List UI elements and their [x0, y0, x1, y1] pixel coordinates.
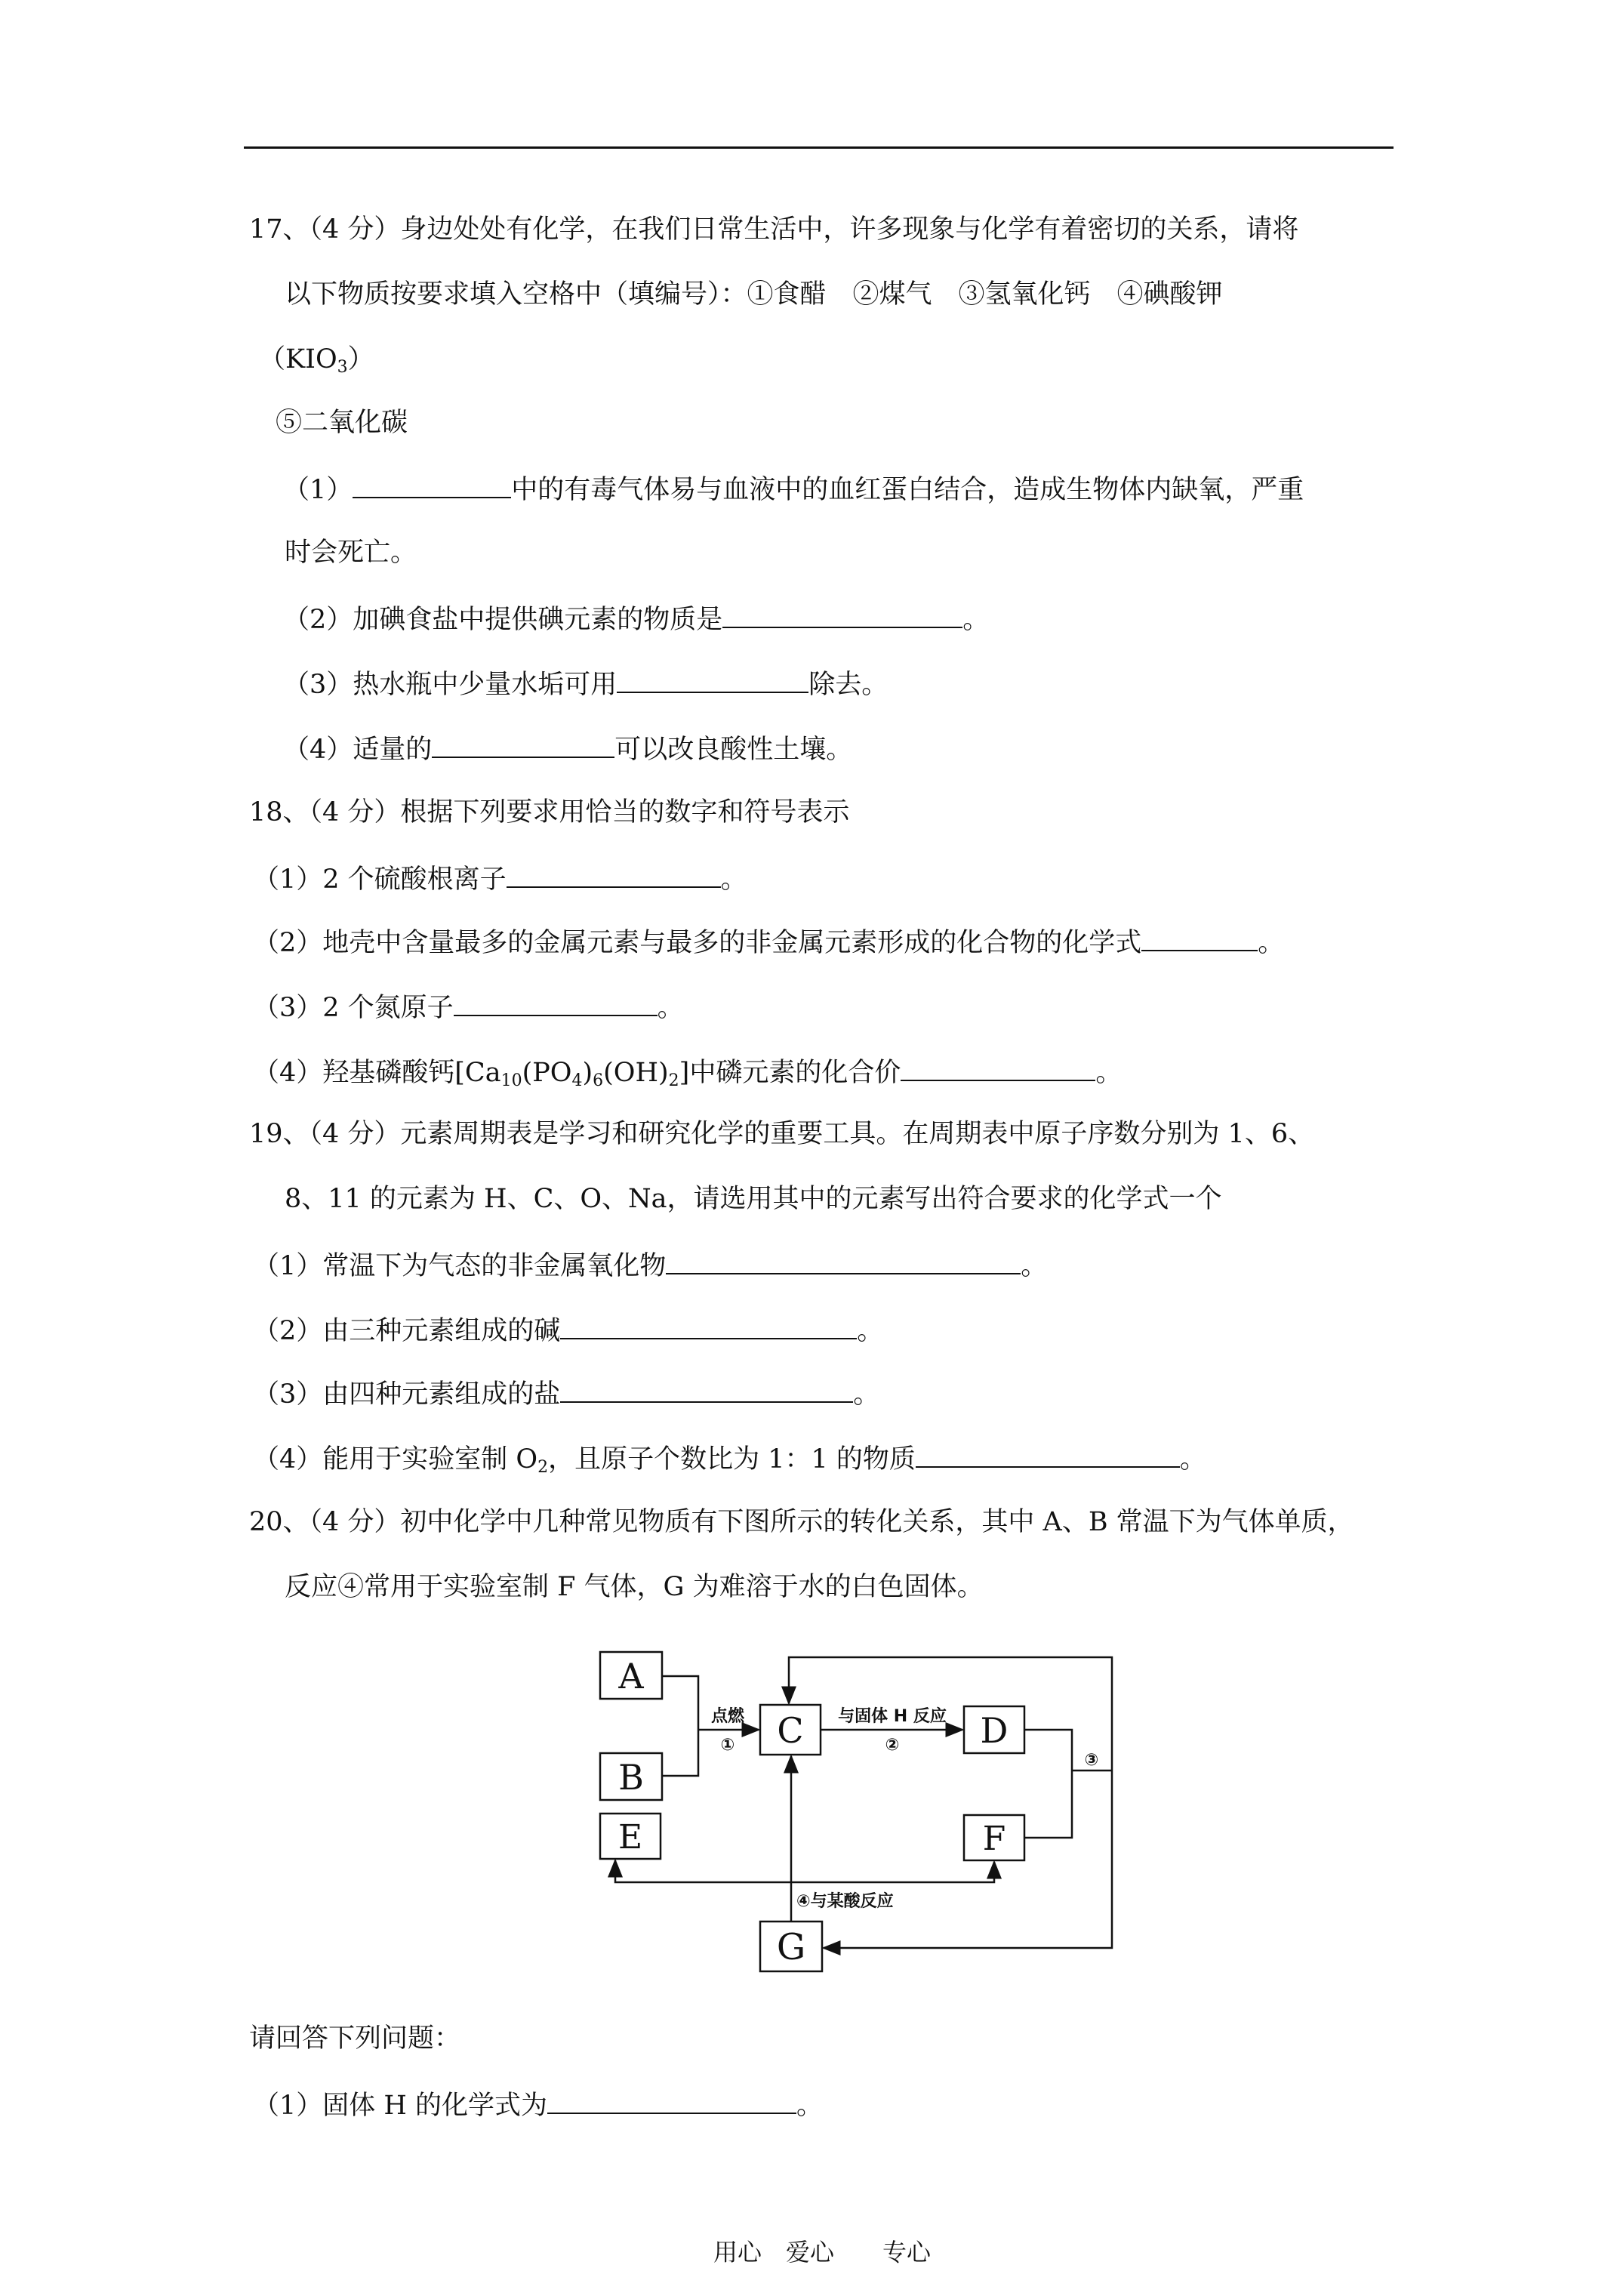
answer-blank [901, 1054, 1095, 1081]
q18-part2: （2）地壳中含量最多的金属元素与最多的非金属元素形成的化合物的化学式 。 [253, 924, 1284, 960]
q17-line4: ⑤二氧化碳 [276, 408, 408, 438]
answer-blank [432, 731, 614, 758]
answer-blank [353, 471, 511, 498]
df-join-line [1024, 1730, 1072, 1838]
q19-line2: 8、11 的元素为 H、C、O、Na，请选用其中的元素写出符合要求的化学式一个 [285, 1184, 1222, 1214]
header-rule [244, 146, 1394, 149]
box-b-label: B [618, 1757, 644, 1798]
arrow-4-to-f [791, 1862, 994, 1882]
q17-part4: （4）适量的 可以改良酸性土壤。 [283, 731, 852, 766]
box-f-label: F [982, 1820, 1006, 1858]
answer-blank [560, 1376, 853, 1403]
q19-line1: 19、（4 分）元素周期表是学习和研究化学的重要工具。在周期表中原子序数分别为 1、6、 [249, 1119, 1315, 1149]
answer-blank [560, 1312, 857, 1339]
q17-line2: 以下物质按要求填入空格中（填编号）：①食醋 ②煤气 ③氢氧化钙 ④碘酸钾 [285, 279, 1223, 310]
box-g-label: G [776, 1926, 806, 1968]
box-d-label: D [980, 1710, 1009, 1751]
q19-part1: （1）常温下为气态的非金属氧化物 。 [253, 1247, 1047, 1283]
arrow-1-top-label: 点燃 [710, 1707, 745, 1726]
ab-join-line [662, 1676, 698, 1776]
q17-line1: 17、（4 分）身边处处有化学，在我们日常生活中，许多现象与化学有着密切的关系，请将 [249, 214, 1299, 245]
q17-part1-cont: 时会死亡。 [285, 538, 417, 568]
answer-blank [547, 2087, 796, 2114]
q19-part2: （2）由三种元素组成的碱 。 [253, 1312, 883, 1348]
q18-part3: （3）2 个氮原子 。 [253, 989, 684, 1025]
q17-part2: （2）加碘食盐中提供碘元素的物质是 。 [283, 601, 989, 636]
q20-line1: 20、（4 分）初中化学中几种常见物质有下图所示的转化关系，其中 A、B 常温下为气体单质， [249, 1507, 1354, 1537]
answer-blank [507, 861, 721, 888]
q19-part4: （4）能用于实验室制 $O_2$，且原子个数比为 1：1 的物质 。 [253, 1441, 1206, 1476]
arrow-3-label: ③ [1084, 1751, 1099, 1770]
q17-line3: $(KIO_3)$ [259, 344, 374, 377]
answer-blank [666, 1247, 1021, 1274]
box-c-label: C [777, 1710, 804, 1751]
answer-blank [916, 1441, 1180, 1468]
q18-part4: （4）羟基磷酸钙$[Ca_{10}(PO_4)_6(OH)_2]$中磷元素的化合价 。 [253, 1054, 1122, 1089]
box-a-label: A [618, 1656, 644, 1697]
answer-blank [722, 601, 962, 628]
q20-line2: 反应④常用于实验室制 F 气体，G 为难溶于水的白色固体。 [285, 1572, 984, 1602]
q18-part1: （1）2 个硫酸根离子 。 [253, 861, 747, 896]
answer-blank [454, 989, 658, 1016]
arrow-2-bottom-label: ② [885, 1736, 900, 1755]
reaction-diagram [596, 1638, 1125, 1978]
arrow-2-top-label: 与固体 H 反应 [838, 1707, 947, 1726]
q19-part3: （3）由四种元素组成的盐 。 [253, 1376, 879, 1411]
arrow-1-bottom-label: ① [720, 1736, 735, 1755]
answer-blank [617, 666, 808, 693]
q17-part3: （3）热水瓶中少量水垢可用 除去。 [283, 666, 888, 701]
q17-part1: （1） 中的有毒气体易与血液中的血红蛋白结合，造成生物体内缺氧，严重 [283, 471, 1304, 507]
arrow-4-to-e [615, 1860, 791, 1882]
q20-prompt: 请回答下列问题： [249, 2023, 461, 2054]
q20-part1: （1）固体 H 的化学式为 。 [253, 2087, 823, 2122]
answer-blank [1141, 924, 1258, 951]
loop-to-g [824, 1771, 1112, 1948]
q18-line1: 18、（4 分）根据下列要求用恰当的数字和符号表示 [249, 797, 850, 827]
box-e-label: E [617, 1818, 643, 1857]
arrow-4-label: ④与某酸反应 [796, 1892, 894, 1911]
page-footer: 用心 爱心 专心 [713, 2238, 932, 2267]
